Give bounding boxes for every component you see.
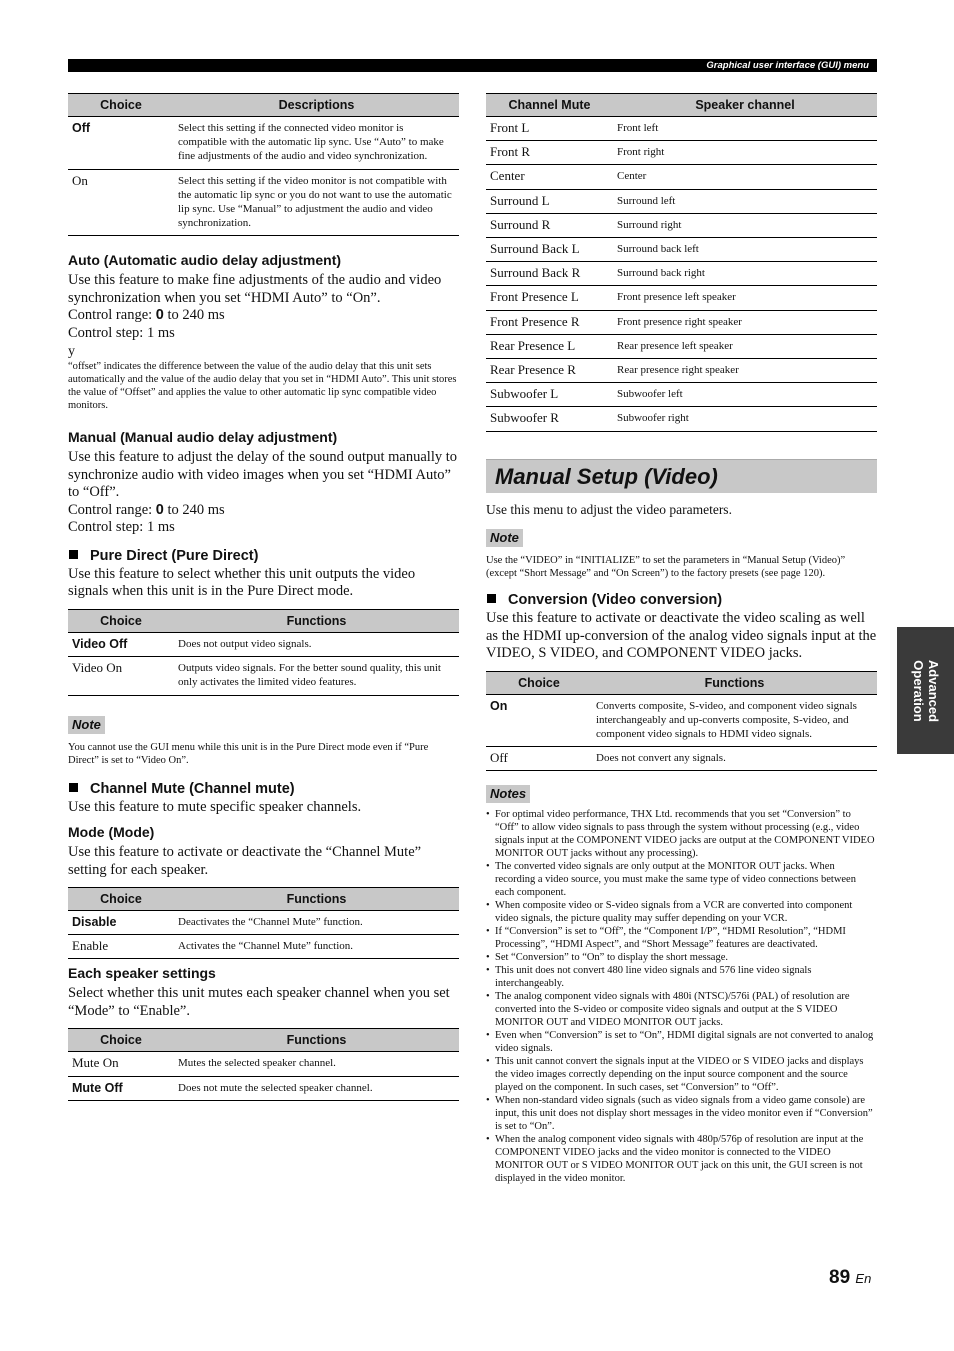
- pure-direct-table: [68, 609, 459, 696]
- speaker-cell: Front presence right speaker: [613, 310, 877, 334]
- table-row: [486, 310, 877, 334]
- running-header-bar: [68, 59, 877, 72]
- channel-cell: Subwoofer R: [486, 407, 613, 431]
- speaker-cell: Surround back right: [613, 262, 877, 286]
- choice-cell: On: [68, 169, 174, 236]
- tip-text: “offset” indicates the difference between the value of the audio delay that this unit sets automatically and the value of the audio delay that you set in “HDMI Auto”. This unit stores the value of “Offset” and applies the value to other automatic lip sync compatible video monitors.: [68, 361, 457, 412]
- speaker-cell: Front right: [613, 141, 877, 165]
- table-row: [486, 747, 877, 771]
- channel-mute-body: Use this feature to mute specific speaker channels.: [68, 798, 362, 815]
- left-column: [68, 93, 459, 1101]
- conversion-body: Use this feature to activate or deactivate the video scaling as well as the HDMI up-conversion of the analog video signals input at the VIDEO, S VIDEO, and COMPONENT VIDEO jacks.: [486, 610, 877, 662]
- description-cell: Outputs video signals. For the better sound quality, this unit only activates the limited video features.: [174, 657, 459, 695]
- pure-direct-heading: Pure Direct (Pure Direct): [68, 548, 459, 564]
- list-item: • Even when “Conversion” is set to “On”, HDMI digital signals are not converted to analog video signals.: [495, 1029, 877, 1055]
- choice-cell: Off: [68, 117, 174, 170]
- table-row: [486, 165, 877, 189]
- table-row: [486, 238, 877, 262]
- channel-cell: Surround Back L: [486, 238, 613, 262]
- description-cell: Select this setting if the video monitor is not compatible with the automatic lip sync or you do not want to use the automatic lip sync. Use “Manual” to adjustment the audio and video synchronization.: [174, 169, 459, 236]
- description-cell: Mutes the selected speaker channel.: [174, 1052, 459, 1076]
- table-row: [68, 657, 459, 695]
- auto-heading: Auto (Automatic audio delay adjustment): [68, 252, 342, 269]
- each-speaker-heading: Each speaker settings: [68, 965, 216, 982]
- speaker-cell: Front left: [613, 117, 877, 141]
- description-cell: Does not convert any signals.: [592, 747, 877, 771]
- table-row: [486, 334, 877, 358]
- channel-mute-heading: Channel Mute (Channel mute): [68, 781, 459, 797]
- table-row: [486, 407, 877, 431]
- table-row: [68, 935, 459, 959]
- list-item: • When the analog component video signals with 480p/576p of resolution are input at the COMPONENT VIDEO jacks and the video monitor is connected to the VIDEO MONITOR OUT or S VIDEO MONITOR OUT jack on this unit, the GUI screen is not displayed in the video monitor.: [495, 1133, 877, 1185]
- table-row: [68, 911, 459, 935]
- manual-setup-video-title: Manual Setup (Video): [486, 459, 877, 493]
- table-row: [68, 117, 459, 170]
- channel-cell: Front Presence R: [486, 310, 613, 334]
- manual-body: Use this feature to adjust the delay of the sound output manually to synchronize audio with video images when you set “HDMI Auto” to “Off”.: [68, 449, 458, 501]
- table-header: Speaker channel: [613, 94, 877, 117]
- speaker-cell: Rear presence left speaker: [613, 334, 877, 358]
- choice-cell: Enable: [68, 935, 174, 959]
- page-number: 89 En: [829, 1267, 872, 1288]
- lightbulb-icon: y: [68, 344, 75, 360]
- speaker-cell: Subwoofer right: [613, 407, 877, 431]
- manual-range: Control range: 0 to 240 ms: [68, 501, 225, 518]
- table-header: Functions: [174, 609, 459, 632]
- table-row: [68, 632, 459, 656]
- mode-heading: Mode (Mode): [68, 824, 155, 841]
- list-item: • This unit does not convert 480 line video signals and 576 line video signals interchangeably.: [495, 964, 877, 990]
- list-item: • The analog component video signals with 480i (NTSC)/576i (PAL) of resolution are converted into the S-video or composite video signals and output at the S VIDEO MONITOR OUT and VIDEO MONITOR OUT jacks.: [495, 990, 877, 1029]
- each-speaker-body: Select whether this unit mutes each speaker channel when you set “Mode” to “Enable”.: [68, 985, 450, 1019]
- list-item: • If “Conversion” is set to “Off”, the “Component I/P”, “HDMI Resolution”, “HDMI Processing”, “HDMI Aspect”, and “Short Message” features are deactivated.: [495, 925, 877, 951]
- table-row: [486, 189, 877, 213]
- conversion-table: [486, 671, 877, 772]
- table-row: [486, 694, 877, 747]
- table-row: [486, 141, 877, 165]
- table-header: Choice: [68, 94, 174, 117]
- list-item: • When non-standard video signals (such as video signals from a video game console) are input, this unit does not display short messages in the video monitor even if “Conversion” is set to “On”.: [495, 1094, 877, 1133]
- table-header: Descriptions: [174, 94, 459, 117]
- description-cell: Deactivates the “Channel Mute” function.: [174, 911, 459, 935]
- table-header: Functions: [174, 1029, 459, 1052]
- each-speaker-table: [68, 1028, 459, 1100]
- speaker-cell: Front presence left speaker: [613, 286, 877, 310]
- lipsync-choice-table: [68, 93, 459, 236]
- list-item: • The converted video signals are only output at the MONITOR OUT jacks. When recording a video source, you must make the same type of video connections between each component.: [495, 860, 877, 899]
- table-header: Choice: [68, 1029, 174, 1052]
- list-item: • This unit cannot convert the signals input at the VIDEO or S VIDEO jacks and displays the video images correctly depending on the input source component and the source played on the component. In such cases, set “Conversion” to “Off”.: [495, 1055, 877, 1094]
- speaker-cell: Center: [613, 165, 877, 189]
- description-cell: Activates the “Channel Mute” function.: [174, 935, 459, 959]
- channel-cell: Surround R: [486, 213, 613, 237]
- note-label: Note: [68, 716, 105, 734]
- table-row: [68, 169, 459, 236]
- choice-cell: On: [486, 694, 592, 747]
- table-row: [486, 359, 877, 383]
- channel-cell: Center: [486, 165, 613, 189]
- speaker-cell: Surround right: [613, 213, 877, 237]
- choice-cell: Mute Off: [68, 1076, 174, 1100]
- table-header: Channel Mute: [486, 94, 613, 117]
- table-header: Choice: [486, 671, 592, 694]
- choice-cell: Video On: [68, 657, 174, 695]
- notes-list: [486, 808, 877, 1185]
- table-row: [486, 213, 877, 237]
- page-lang: En: [855, 1271, 872, 1286]
- table-row: [486, 262, 877, 286]
- channel-cell: Subwoofer L: [486, 383, 613, 407]
- mode-body: Use this feature to activate or deactivate the “Channel Mute” setting for each speaker.: [68, 844, 422, 878]
- manual-step: Control step: 1 ms: [68, 519, 175, 536]
- channel-cell: Front L: [486, 117, 613, 141]
- mode-table: [68, 887, 459, 959]
- choice-cell: Mute On: [68, 1052, 174, 1076]
- description-cell: Does not mute the selected speaker channel.: [174, 1076, 459, 1100]
- table-row: [68, 1052, 459, 1076]
- pure-direct-body: Use this feature to select whether this unit outputs the video signals when this unit is in the Pure Direct mode.: [68, 565, 416, 600]
- table-row: [486, 383, 877, 407]
- speaker-cell: Surround back left: [613, 238, 877, 262]
- channel-cell: Surround Back R: [486, 262, 613, 286]
- list-item: • For optimal video performance, THX Ltd. recommends that you set “Conversion” to “Off” to allow video signals to pass through the system without processing (e.g., video signals input at the COMPONENT VIDEO jacks are output at the COMPONENT VIDEO MONITOR OUT jacks without any processing).: [495, 808, 877, 860]
- list-item: • Set “Conversion” to “On” to display the short message.: [495, 951, 877, 964]
- table-row: [68, 1076, 459, 1100]
- table-header: Functions: [592, 671, 877, 694]
- speaker-channel-table: [486, 93, 877, 432]
- channel-cell: Front R: [486, 141, 613, 165]
- table-header: Choice: [68, 888, 174, 911]
- notes-label: Notes: [486, 785, 530, 803]
- table-header: Choice: [68, 609, 174, 632]
- channel-cell: Rear Presence R: [486, 359, 613, 383]
- description-cell: Does not output video signals.: [174, 632, 459, 656]
- table-row: [486, 117, 877, 141]
- manual-setup-intro: Use this menu to adjust the video parameters.: [486, 501, 732, 517]
- table-header: Functions: [174, 888, 459, 911]
- auto-range: Control range: 0 to 240 ms: [68, 307, 225, 324]
- choice-cell: Disable: [68, 911, 174, 935]
- right-column: [486, 93, 877, 1185]
- list-item: • When composite video or S-video signals from a VCR are converted into component video signals, the picture quality may suffer depending on your VCR.: [495, 899, 877, 925]
- conversion-heading: Conversion (Video conversion): [486, 592, 877, 608]
- manual-heading: Manual (Manual audio delay adjustment): [68, 429, 338, 446]
- speaker-cell: Subwoofer left: [613, 383, 877, 407]
- choice-cell: Off: [486, 747, 592, 771]
- choice-cell: Video Off: [68, 632, 174, 656]
- speaker-cell: Rear presence right speaker: [613, 359, 877, 383]
- channel-cell: Rear Presence L: [486, 334, 613, 358]
- table-row: [486, 286, 877, 310]
- note-text: Use the “VIDEO” in “INITIALIZE” to set the parameters in “Manual Setup (Video)” (except “Short Message” and “On Screen”) to the factory presets (see page 120).: [486, 555, 846, 580]
- speaker-cell: Surround left: [613, 189, 877, 213]
- running-header-title: Graphical user interface (GUI) menu: [706, 60, 869, 71]
- channel-cell: Front Presence L: [486, 286, 613, 310]
- note-text: You cannot use the GUI menu while this unit is in the Pure Direct mode even if “Pure Direct” is set to “Video On”.: [68, 741, 429, 766]
- auto-step: Control step: 1 ms: [68, 324, 175, 341]
- channel-cell: Surround L: [486, 189, 613, 213]
- description-cell: Converts composite, S-video, and component video signals interchangeably and up-converts composite, S-video, and component video signals to HDMI video signals.: [592, 694, 877, 747]
- section-side-tab: Advanced Operation: [897, 627, 954, 754]
- description-cell: Select this setting if the connected video monitor is compatible with the automatic lip sync. Use “Auto” to make fine adjustments of the audio and video synchronization.: [174, 117, 459, 170]
- note-label: Note: [486, 529, 523, 547]
- auto-body: Use this feature to make fine adjustments of the audio and video synchronization when you set “HDMI Auto” to “On”.: [68, 272, 442, 306]
